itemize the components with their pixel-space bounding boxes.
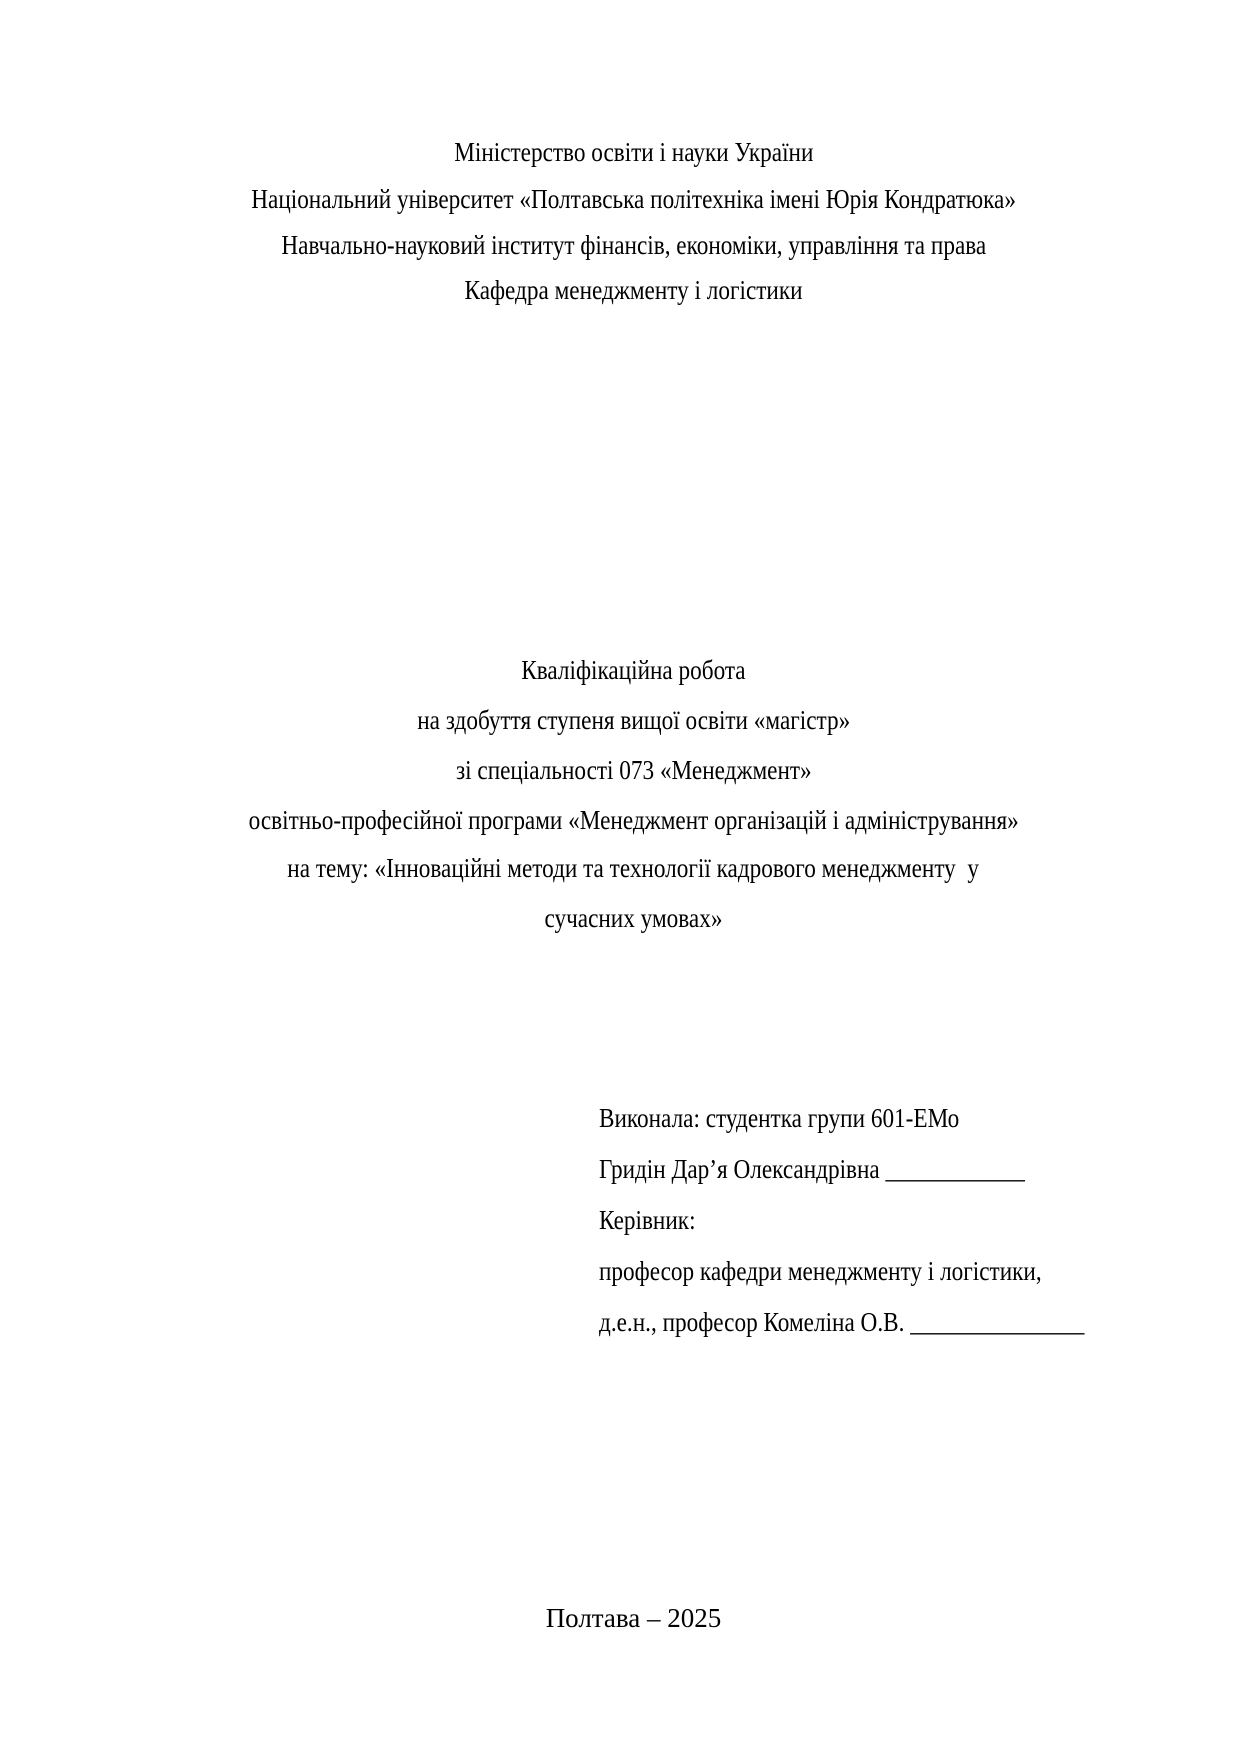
degree-text: на здобуття ступеня вищої освіти «магістр»	[417, 705, 850, 735]
university-text: Національний університет «Полтавська політехніка імені Юрія Кондратюка»	[251, 184, 1016, 214]
topic-text-2: сучасних умовах»	[544, 903, 723, 933]
department-text: Кафедра менеджменту і логістики	[464, 275, 803, 305]
specialty-text: зі спеціальності 073 «Менеджмент»	[455, 755, 812, 785]
department-line	[0, 242, 1240, 338]
work-type-text: Кваліфікаційна робота	[521, 655, 746, 685]
institute-text: Навчально-науковий інститут фінансів, економіки, управління та права	[281, 230, 986, 260]
program-text: освітньо-професійної програми «Менеджмент організацій і адміністрування»	[248, 805, 1019, 835]
performed-by-text: Виконала: студентка групи 601-ЕМо	[599, 1103, 960, 1133]
supervisor-label-text: Керівник:	[599, 1205, 696, 1235]
topic-text-1: на тему: «Інноваційні методи та технології кадрового менеджменту у	[287, 853, 980, 883]
supervisor-name-line	[572, 1274, 1163, 1370]
city-year-line	[0, 1570, 1240, 1666]
supervisor-name-text: д.е.н., професор Комеліна О.В. _______________	[599, 1307, 1085, 1337]
topic-line-2	[0, 870, 1240, 966]
city-year-text: Полтава – 2025	[545, 1603, 722, 1633]
supervisor-position-text: професор кафедри менеджменту і логістики,	[599, 1256, 1042, 1286]
student-name-text: Гридін Дар’я Олександрівна ____________	[599, 1154, 1025, 1184]
ministry-text: Міністерство освіти і науки України	[453, 137, 814, 167]
